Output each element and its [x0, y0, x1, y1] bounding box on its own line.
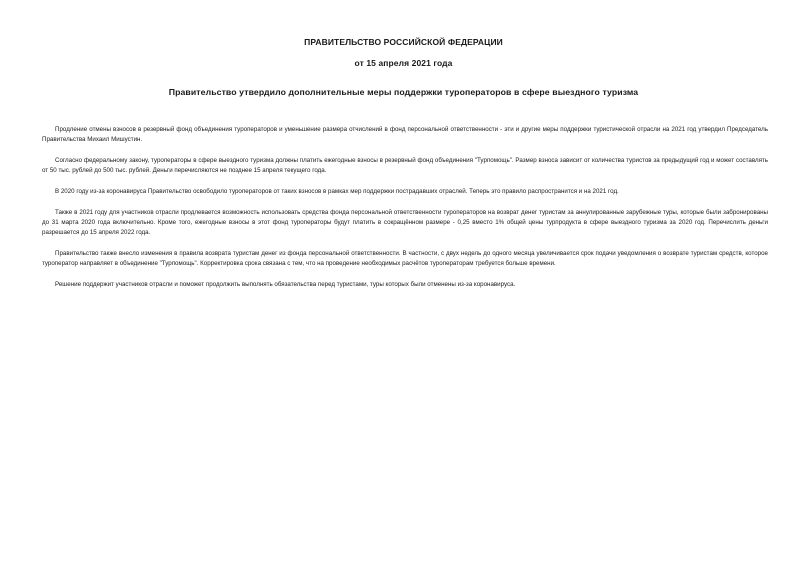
- paragraph: Правительство также внесло изменения в правила возврата туристам денег из фонда персональной ответственности. В частности, с двух недель до одного месяца увеличивается срок подачи уведомления о возврате туристам средств, которое туроператор направляет в объединение "Турпомощь". Корректировка срока связана с тем, что на проведение необходимых расчётов туроператорам требуется больше времени.: [42, 250, 768, 267]
- paragraph: Согласно федеральному закону, туроператоры в сфере выездного туризма должны платить ежегодные взносы в резервный фонд объединения "Турпомощь". Размер взноса зависит от количества туристов за предыдущий год и может составлять от 50 тыс. рублей до 500 тыс. рублей. Деньги перечисляются не позднее 15 апреля текущего года.: [42, 157, 768, 174]
- document-date: от 15 апреля 2021 года: [354, 58, 453, 68]
- organization-heading: ПРАВИТЕЛЬСТВО РОССИЙСКОЙ ФЕДЕРАЦИИ: [304, 37, 503, 47]
- paragraph: Также в 2021 году для участников отрасли продлевается возможность использовать средства фонда персональной ответственности туроператоров на возврат денег туристам за аннулированные зарубежные туры, которые были забронированы до 31 марта 2020 года включительно. Кроме того, ежегодные взносы в этот фонд туроператоры будут платить в сокращённом размере - 0,25 вместо 1% общей цены турпродукта в сфере выездного туризма за 2020 год. Перечислить деньги разрешается до 15 апреля 2022 года.: [42, 209, 768, 236]
- paragraph: В 2020 году из-за коронавируса Правительство освободило туроператоров от таких взносов в рамках мер поддержки пострадавших отраслей. Теперь это правило распространится и на 2021 год.: [55, 188, 619, 195]
- document-title: Правительство утвердило дополнительные меры поддержки туроператоров в сфере выездного туризма: [168, 87, 639, 97]
- paragraph: Решение поддержит участников отрасли и поможет продолжить выполнять обязательства перед туристами, туры которых были отменены из-за коронавируса.: [55, 281, 516, 288]
- document-body: [42, 125, 768, 301]
- paragraph: Продление отмены взносов в резервный фонд объединения туроператоров и уменьшение размера отчислений в фонд персональной ответственности - эти и другие меры поддержки туристической отрасли на 2021 год утвердил Председатель Правительства Михаил Мишустин.: [42, 126, 768, 143]
